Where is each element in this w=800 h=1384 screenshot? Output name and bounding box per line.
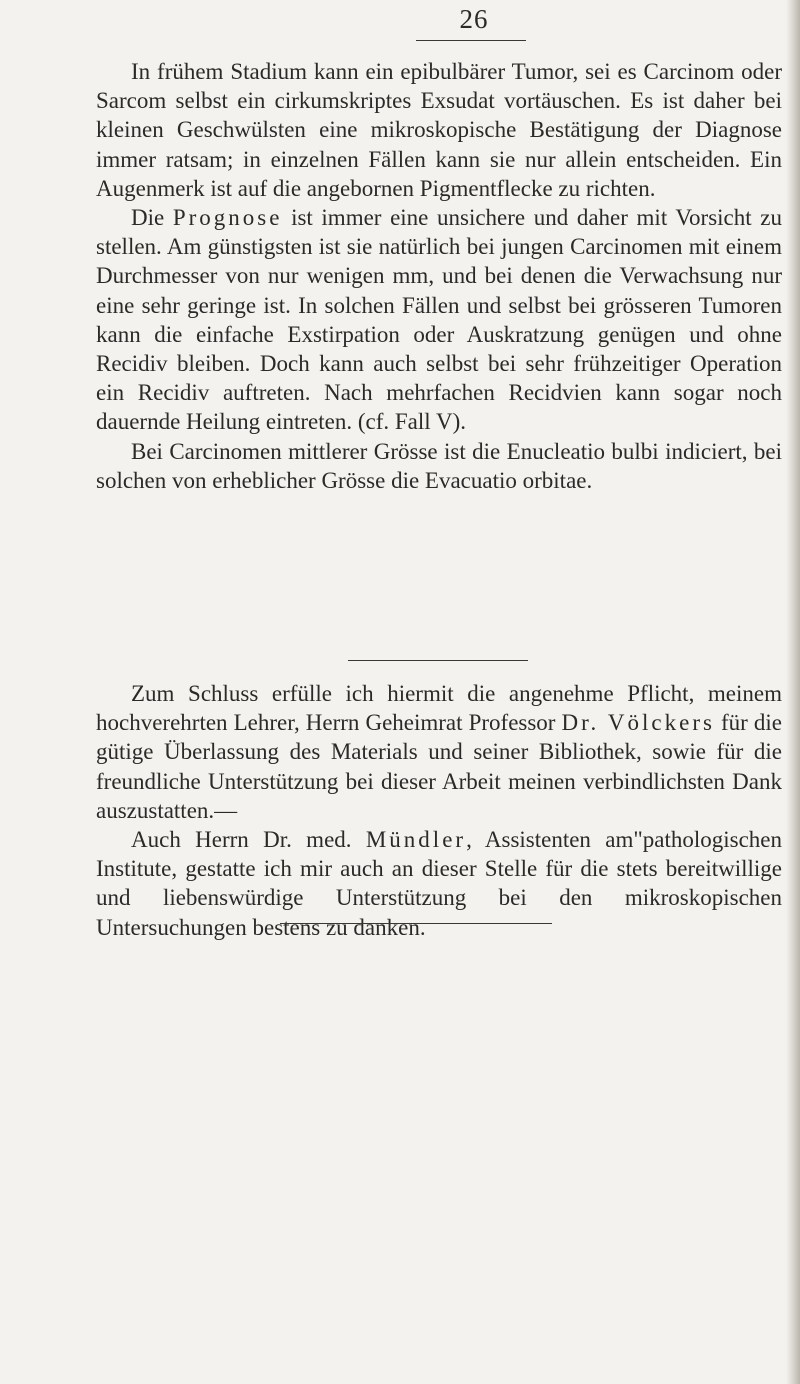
paragraph-thanks-voelckers [96, 679, 782, 825]
thanks-lead: Zum Schluss erfülle ich hiermit die angenehme Pflicht, meinem hochverehrten Lehrer, Herrn Geheimrat Professor [96, 681, 782, 736]
prognosis-lead: Die [131, 205, 173, 231]
paragraph-thanks-muendler [96, 825, 782, 942]
paragraph-treatment: Bei Carcinomen mittlerer Grösse ist die Enucleatio bulbi indiciert, bei solchen von erheblicher Grösse die Evacuatio orbitae. [96, 438, 782, 493]
thanks2-lead: Auch Herrn Dr. med. [131, 827, 366, 853]
name-muendler: Mündler [365, 827, 467, 853]
section-divider [348, 660, 528, 661]
paragraph-diagnosis: In frühem Stadium kann ein epibulbärer Tumor, sei es Carcinom oder Sarcom selbst ein cirkumskriptes Exsudat vortäuschen. Es ist daher bei kleinen Geschwülsten eine mikroskopische Bestätigung der Diagnose immer ratsam; in einzelnen Fällen kann sie nur allein entscheiden. Ein Augenmerk ist auf die angebornen Pigmentflecke zu richten. [96, 59, 782, 201]
thanks-text: für die gütige Überlassung des Materials und seiner Bibliothek, sowie für die freundliche Unterstützung bei dieser Arbeit meinen verbindlichsten Dank auszustatten.— [96, 710, 782, 823]
prognosis-text: ist immer eine unsichere und daher mit Vorsicht zu stellen. Am günstigsten ist sie natürlich bei jungen Carcinomen mit einem Durchmesser von nur wenigen mm, und bei denen die Verwachsung nur eine sehr geringe ist. In solchen Fällen und selbst bei grösseren Tumoren kann die einfache Exstirpation oder Auskratzung genügen und ohne Recidiv bleiben. Doch kann auch selbst bei sehr frühzeitiger Operation ein Recidiv auftreten. Nach mehrfachen Recidvien kann sogar noch dauernde Heilung eintreten. (cf. Fall V). [96, 205, 782, 435]
thanks2-text: , Assistenten am"pathologischen Institute, gestatte ich mir auch an dieser Stelle für die stets bereitwillige und liebenswürdige Unterstützung bei den mikroskopischen Untersuchungen bestens zu danken. [96, 827, 782, 940]
prognosis-term: Prognose [172, 205, 283, 231]
end-divider [280, 923, 552, 924]
paragraph-prognosis [96, 203, 782, 437]
section-acknowledgements [96, 679, 782, 942]
name-voelckers: Dr. Völckers [561, 710, 715, 736]
section-prognosis [96, 57, 782, 495]
page-number: 26 [459, 4, 489, 34]
page-spine-shadow [786, 0, 800, 1384]
page-number-rule [416, 40, 526, 41]
